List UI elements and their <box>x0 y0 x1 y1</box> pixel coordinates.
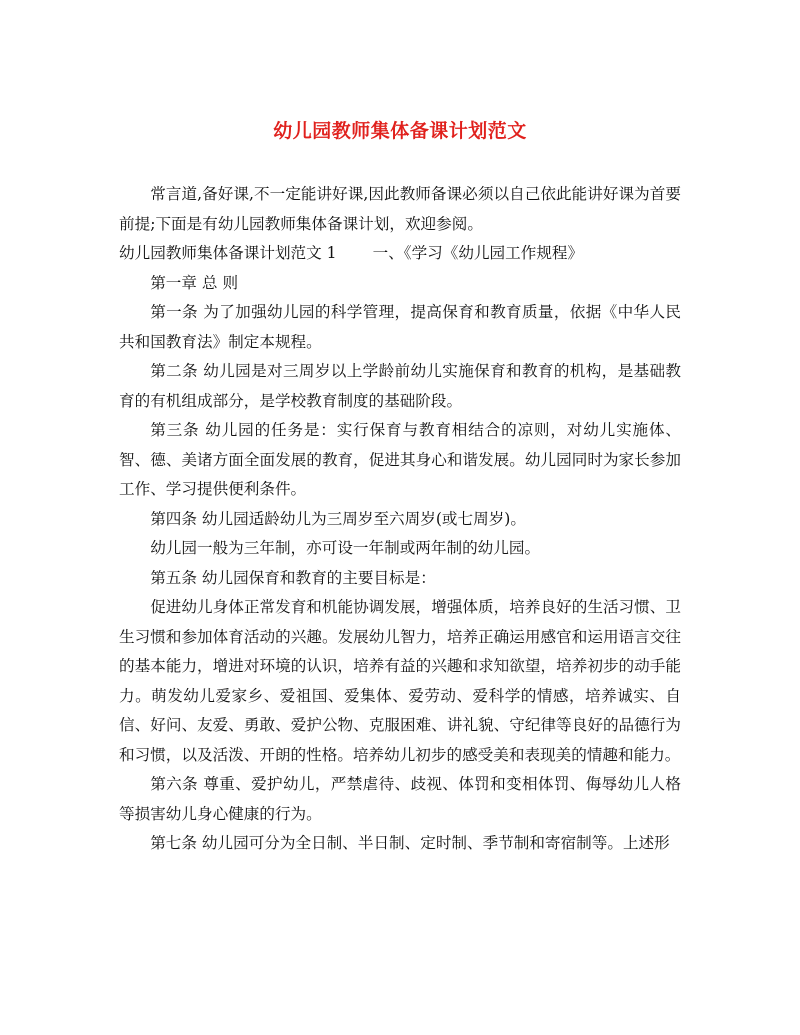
article-2-paragraph: 第二条 幼儿园是对三周岁以上学龄前幼儿实施保育和教育的机构，是基础教育的有机组成部分，是学校教育制度的基础阶段。 <box>119 362 681 410</box>
article-7-paragraph: 第七条 幼儿园可分为全日制、半日制、定时制、季节制和寄宿制等。上述形 <box>150 834 670 852</box>
article-6-paragraph: 第六条 尊重、爱护幼儿，严禁虐待、歧视、体罚和变相体罚、侮辱幼儿人格等损害幼儿身心健康的行为。 <box>119 775 681 823</box>
chapter-heading: 第一章 总 则 <box>150 273 239 292</box>
article-5-paragraph: 第五条 幼儿园保育和教育的主要目标是： <box>150 568 436 587</box>
document-title: 幼儿园教师集体备课计划范文 <box>273 120 527 142</box>
section-heading-right: 一、《学习《幼儿园工作规程》 <box>372 244 584 262</box>
article-3-paragraph: 第三条 幼儿园的任务是：实行保育与教育相结合的凉则，对幼儿实施体、智、德、美诸方面全面发展的教育，促进其身心和谐发展。幼儿园同时为家长参加工作、学习提供便利条件。 <box>119 421 681 498</box>
section-heading <box>119 239 681 269</box>
goals-paragraph: 促进幼儿身体正常发育和机能协调发展，增强体质，培养良好的生活习惯、卫生习惯和参加体育活动的兴趣。发展幼儿智力，培养正确运用感官和运用语言交往的基本能力，增进对环境的认识，培养有益的兴趣和求知欲望，培养初步的动手能力。萌发幼儿爱家乡、爱祖国、爱集体、爱劳动、爱科学的情感，培养诚实、自信、好问、友爱、勇敢、爱护公物、克服困难、讲礼貌、守纪律等良好的品德行为和习惯，以及活泼、开朗的性格。培养幼儿初步的感受美和表现美的情趣和能力。 <box>119 598 681 764</box>
article-1-paragraph: 第一条 为了加强幼儿园的科学管理，提高保育和教育质量，依据《中华人民共和国教育法》制定本规程。 <box>119 303 681 351</box>
section-heading-left: 幼儿园教师集体备课计划范文 1 <box>119 244 337 262</box>
document-body <box>119 180 681 859</box>
school-system-paragraph: 幼儿园一般为三年制，亦可设一年制或两年制的幼儿园。 <box>150 539 541 557</box>
intro-paragraph: 常言道,备好课,不一定能讲好课,因此教师备课必须以自己依此能讲好课为首要前提;下面是有幼儿园教师集体备课计划，欢迎参阅。 <box>119 185 681 233</box>
article-4-paragraph: 第四条 幼儿园适龄幼儿为三周岁至六周岁(或七周岁)。 <box>150 509 526 528</box>
